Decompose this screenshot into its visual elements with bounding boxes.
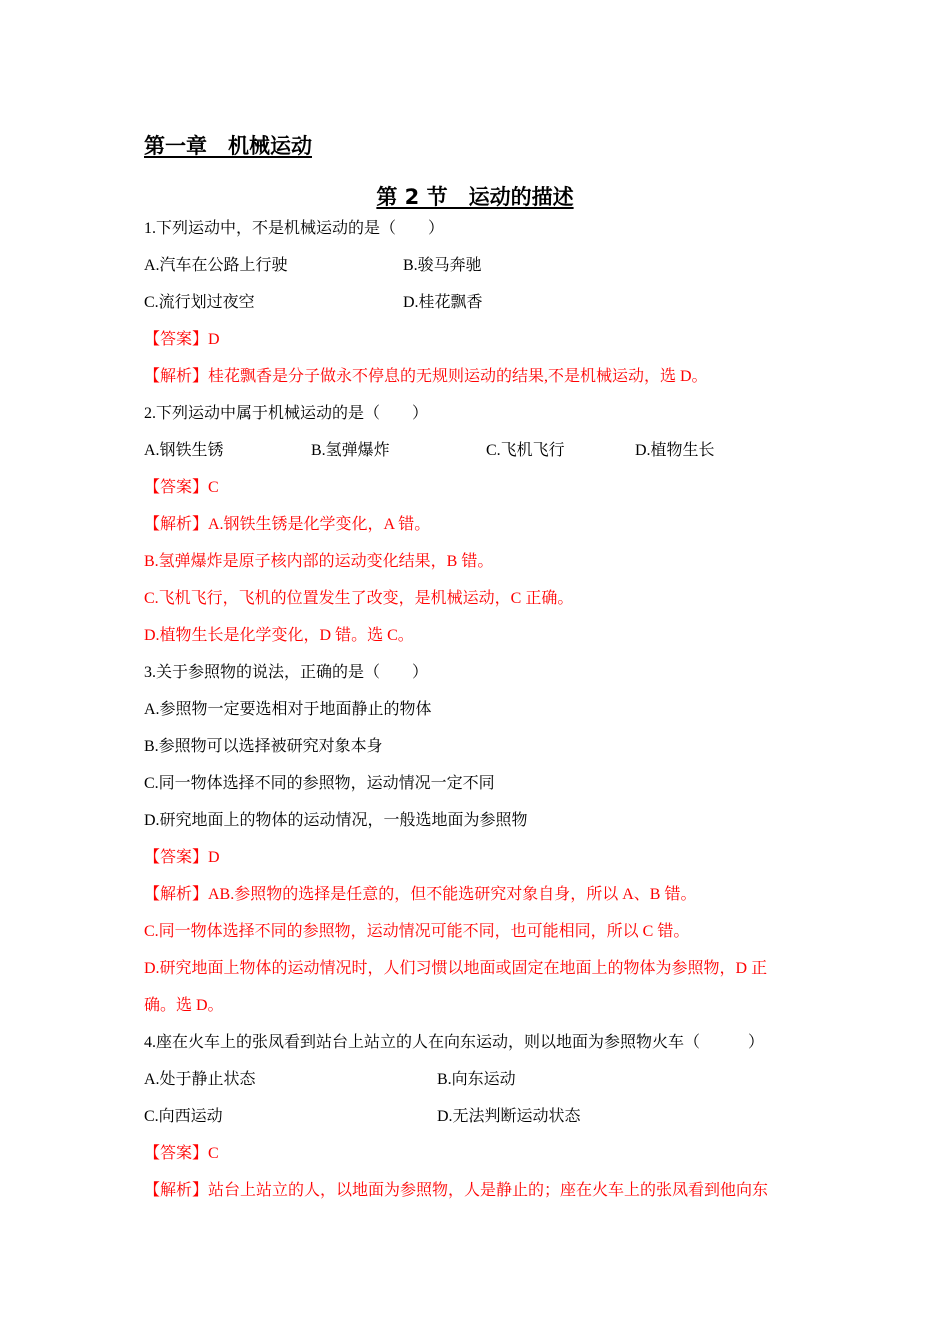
question-1-option-a: A.汽车在公路上行驶 — [144, 257, 288, 274]
question-1-option-b: B.骏马奔驰 — [403, 257, 482, 274]
question-2-option-c: C.飞机飞行 — [486, 442, 565, 459]
question-3-option-d: D.研究地面上的物体的运动情况，一般选地面为参照物 — [144, 812, 528, 829]
question-3-analysis-line: 【解析】AB.参照物的选择是任意的，但不能选研究对象自身，所以 A、B 错。 — [144, 886, 697, 903]
question-4-answer: 【答案】C — [144, 1145, 219, 1162]
question-2-analysis-line: 【解析】A.钢铁生锈是化学变化，A 错。 — [144, 516, 431, 533]
question-4-option-d: D.无法判断运动状态 — [437, 1108, 581, 1125]
question-2-analysis-line: B.氢弹爆炸是原子核内部的运动变化结果，B 错。 — [144, 553, 494, 570]
question-2-analysis-line: D.植物生长是化学变化，D 错。选 C。 — [144, 627, 414, 644]
question-2-option-b: B.氢弹爆炸 — [311, 442, 390, 459]
question-4-stem: 4.座在火车上的张凤看到站台上站立的人在向东运动，则以地面为参照物火车（ ） — [144, 1034, 765, 1051]
question-2-stem: 2.下列运动中属于机械运动的是（ ） — [144, 405, 429, 422]
question-3-stem: 3.关于参照物的说法，正确的是（ ） — [144, 664, 429, 681]
question-3-analysis-line: C.同一物体选择不同的参照物，运动情况可能不同，也可能相同，所以 C 错。 — [144, 923, 690, 940]
question-4-analysis-line: 【解析】站台上站立的人，以地面为参照物，人是静止的；座在火车上的张凤看到他向东 — [144, 1182, 769, 1199]
question-2-answer: 【答案】C — [144, 479, 219, 496]
question-4-option-c: C.向西运动 — [144, 1108, 223, 1125]
question-3-answer: 【答案】D — [144, 849, 220, 866]
question-1-option-c: C.流行划过夜空 — [144, 294, 255, 311]
question-3-analysis-line: 确。选 D。 — [144, 997, 224, 1014]
question-2-option-d: D.植物生长 — [635, 442, 715, 459]
section-title: 第 2 节 运动的描述 — [376, 185, 574, 209]
question-1-option-d: D.桂花飘香 — [403, 294, 483, 311]
question-3-option-c: C.同一物体选择不同的参照物，运动情况一定不同 — [144, 775, 495, 792]
question-4-option-b: B.向东运动 — [437, 1071, 516, 1088]
question-4-option-a: A.处于静止状态 — [144, 1071, 256, 1088]
question-3-option-b: B.参照物可以选择被研究对象本身 — [144, 738, 383, 755]
question-2-analysis-line: C.飞机飞行，飞机的位置发生了改变，是机械运动，C 正确。 — [144, 590, 574, 607]
chapter-title: 第一章 机械运动 — [144, 134, 312, 158]
question-2-option-a: A.钢铁生锈 — [144, 442, 224, 459]
question-3-analysis-line: D.研究地面上物体的运动情况时，人们习惯以地面或固定在地面上的物体为参照物，D 正 — [144, 960, 768, 977]
question-3-option-a: A.参照物一定要选相对于地面静止的物体 — [144, 701, 432, 718]
question-1-answer: 【答案】D — [144, 331, 220, 348]
question-1-analysis: 【解析】桂花飘香是分子做永不停息的无规则运动的结果,不是机械运动，选 D。 — [144, 368, 708, 385]
question-1-stem: 1.下列运动中，不是机械运动的是（ ） — [144, 220, 445, 237]
